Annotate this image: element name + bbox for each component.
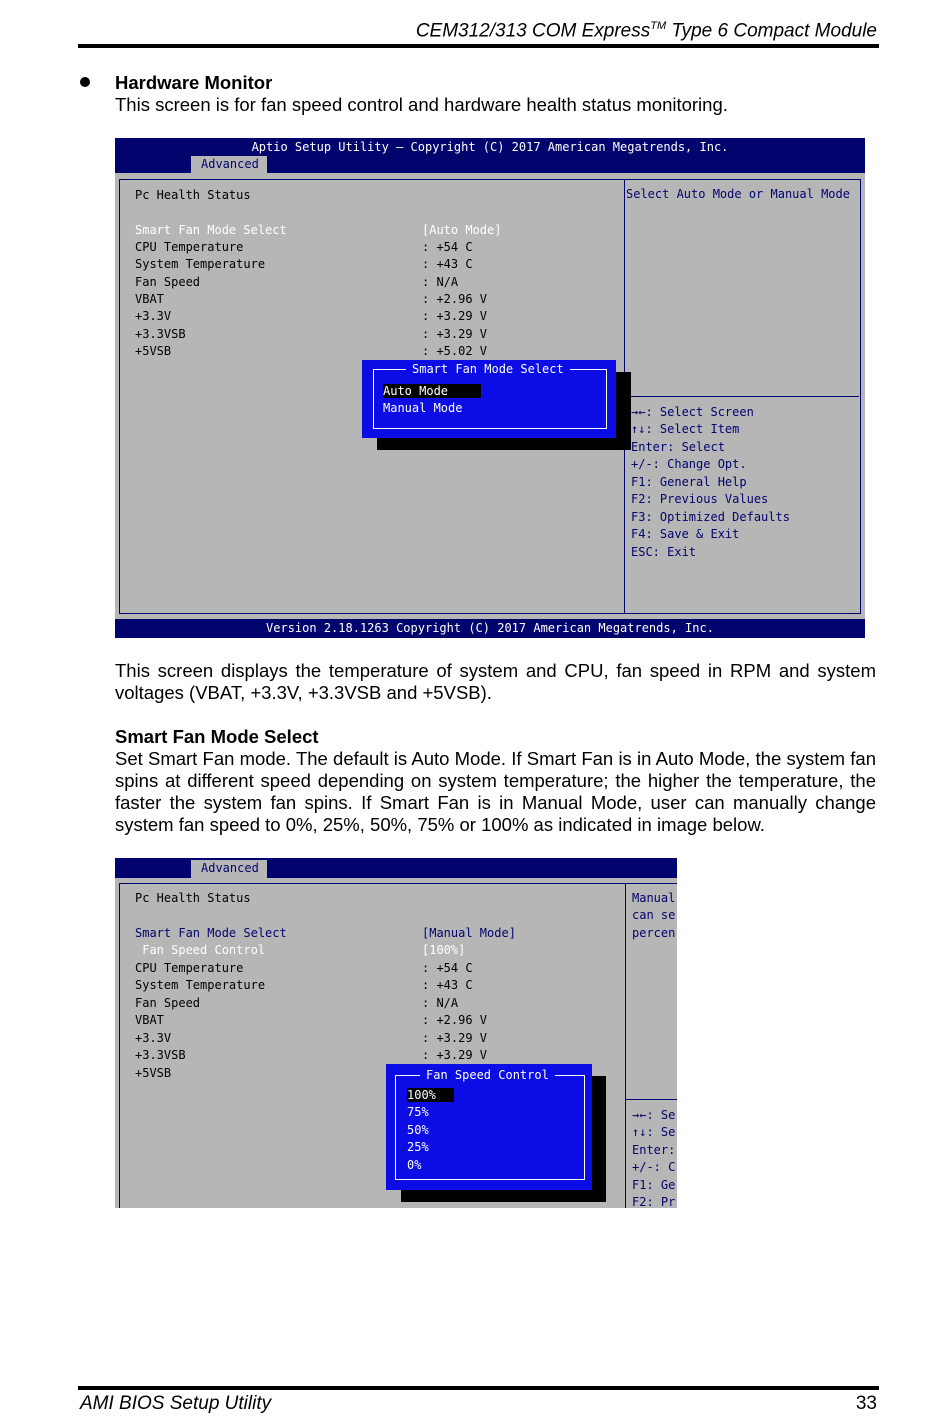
smart-fan-body: Set Smart Fan mode. The default is Auto Mode. If Smart Fan is in Auto Mode, the system fan spins at different speed depending on system temperature; the higher the temperature, the faster the system fan spins. If Smart Fan is in Manual Mode, user can manually change system fan speed to 0%, 25%, 50%, 75% or 100% as indicated in image below.: [115, 748, 876, 835]
section-intro: This screen is for fan speed control and hardware health status monitoring.: [115, 94, 728, 115]
bios2-help-divider: [626, 1099, 677, 1100]
bios1-key-hint: Enter: Select: [631, 440, 725, 454]
bios1-row-label: VBAT: [135, 292, 164, 306]
bios2-row-label: +5VSB: [135, 1066, 172, 1080]
bios1-help-text: Select Auto Mode or Manual Mode: [626, 187, 850, 201]
footer-rule: [78, 1386, 879, 1390]
bios1-footer-text: Version 2.18.1263 Copyright (C) 2017 American Megatrends, Inc.: [266, 621, 714, 635]
bios1-key-hint: F3: Optimized Defaults: [631, 510, 790, 524]
bios1-row-value: : +3.29 V: [422, 327, 488, 341]
bios2-help-line: percen: [632, 926, 676, 940]
bios1-row-value: : +3.29 V: [422, 309, 488, 323]
bios2-row-value: : +43 C: [422, 978, 473, 992]
page-number: 33: [855, 1393, 877, 1414]
bios1-key-hint: F4: Save & Exit: [631, 527, 740, 541]
bios1-row-label: +3.3VSB: [135, 327, 186, 341]
bios1-key-hint: F1: General Help: [631, 475, 747, 489]
bios1-row-label[interactable]: Smart Fan Mode Select: [135, 223, 287, 237]
header-rule: [78, 44, 879, 48]
bios2-row-label: System Temperature: [135, 978, 266, 992]
bios1-heading: Pc Health Status: [135, 188, 251, 202]
bios1-row-label: System Temperature: [135, 257, 266, 271]
bios2-heading: Pc Health Status: [135, 891, 251, 905]
smart-fan-title: Smart Fan Mode Select: [115, 726, 319, 747]
bios1-key-hint: +/-: Change Opt.: [631, 457, 747, 471]
bios-screen-2: [115, 858, 677, 1208]
bios2-row-value[interactable]: [100%]: [422, 943, 466, 957]
bios2-row-label[interactable]: Fan Speed Control: [135, 943, 266, 957]
bios2-row-label: CPU Temperature: [135, 961, 244, 975]
bios1-row-value: : +54 C: [422, 240, 473, 254]
popup-option-25[interactable]: 25%: [407, 1140, 429, 1154]
bios1-popup-frame: [373, 369, 607, 429]
bios1-row-value: : N/A: [422, 275, 459, 289]
bios1-key-hint: F2: Previous Values: [631, 492, 769, 506]
bios2-divider: [625, 884, 626, 1208]
bios2-row-label[interactable]: Smart Fan Mode Select: [135, 926, 287, 940]
bios2-popup-title: Fan Speed Control: [420, 1068, 555, 1082]
bios1-help-divider: [625, 396, 859, 397]
bios1-key-hint: ESC: Exit: [631, 545, 697, 559]
popup-option-manual-mode[interactable]: Manual Mode: [383, 401, 463, 415]
popup-option-50[interactable]: 50%: [407, 1123, 429, 1137]
bios2-row-value: : +2.96 V: [422, 1013, 488, 1027]
description-paragraph: This screen displays the temperature of system and CPU, fan speed in RPM and system voltages (VBAT, +3.3V, +3.3VSB and +5VSB).: [115, 660, 876, 703]
bios1-row-value[interactable]: [Auto Mode]: [422, 223, 502, 237]
bios1-key-hint: ↑↓: Select Item: [631, 422, 740, 436]
popup-option-0[interactable]: 0%: [407, 1158, 422, 1172]
bios2-key-hint: F1: Ge: [632, 1178, 676, 1192]
bios1-row-label: Fan Speed: [135, 275, 201, 289]
popup-option-100[interactable]: 100%: [407, 1088, 454, 1102]
bios2-help-line: can se: [632, 908, 676, 922]
bios2-row-value[interactable]: [Manual Mode]: [422, 926, 516, 940]
footer-left: AMI BIOS Setup Utility: [80, 1393, 272, 1414]
bios2-key-hint: →←: Se: [632, 1108, 676, 1122]
bios1-popup-title: Smart Fan Mode Select: [406, 362, 570, 376]
section-title: Hardware Monitor: [115, 72, 273, 93]
bios2-key-hint: ↑↓: Se: [632, 1125, 676, 1139]
smart-fan-mode-popup: [362, 360, 616, 438]
bios2-row-value: : +54 C: [422, 961, 473, 975]
tab-advanced[interactable]: Advanced: [191, 860, 267, 878]
bios2-row-value: : N/A: [422, 996, 459, 1010]
bios2-key-hint: Enter:: [632, 1143, 676, 1157]
page-header-title: CEM312/313 COM Express™ Type 6 Compact Module: [415, 20, 877, 42]
bios1-row-value: : +43 C: [422, 257, 473, 271]
bullet-icon: [80, 77, 90, 87]
bios2-row-label: +3.3V: [135, 1031, 172, 1045]
bios1-row-label: CPU Temperature: [135, 240, 244, 254]
bios1-row-value: : +5.02 V: [422, 344, 488, 358]
popup-option-75[interactable]: 75%: [407, 1105, 429, 1119]
tab-advanced[interactable]: Advanced: [191, 156, 267, 173]
bios1-row-label: +5VSB: [135, 344, 172, 358]
bios2-row-value: : +3.29 V: [422, 1031, 488, 1045]
bios1-title-text: Aptio Setup Utility – Copyright (C) 2017 American Megatrends, Inc.: [251, 140, 729, 154]
fan-speed-control-popup: [386, 1064, 592, 1190]
bios2-help-line: Manual: [632, 891, 676, 905]
popup-option-auto-mode[interactable]: Auto Mode: [383, 384, 481, 398]
bios1-row-value: : +2.96 V: [422, 292, 488, 306]
bios2-row-value: : +3.29 V: [422, 1048, 488, 1062]
bios2-row-label: +3.3VSB: [135, 1048, 186, 1062]
bios-screen-1: [115, 138, 865, 638]
bios1-row-label: +3.3V: [135, 309, 172, 323]
bios2-key-hint: +/-: C: [632, 1160, 676, 1174]
bios2-key-hint: F2: Pr: [632, 1195, 676, 1208]
bios2-row-label: Fan Speed: [135, 996, 201, 1010]
bios2-row-label: VBAT: [135, 1013, 164, 1027]
bios1-key-hint: →←: Select Screen: [631, 405, 754, 419]
